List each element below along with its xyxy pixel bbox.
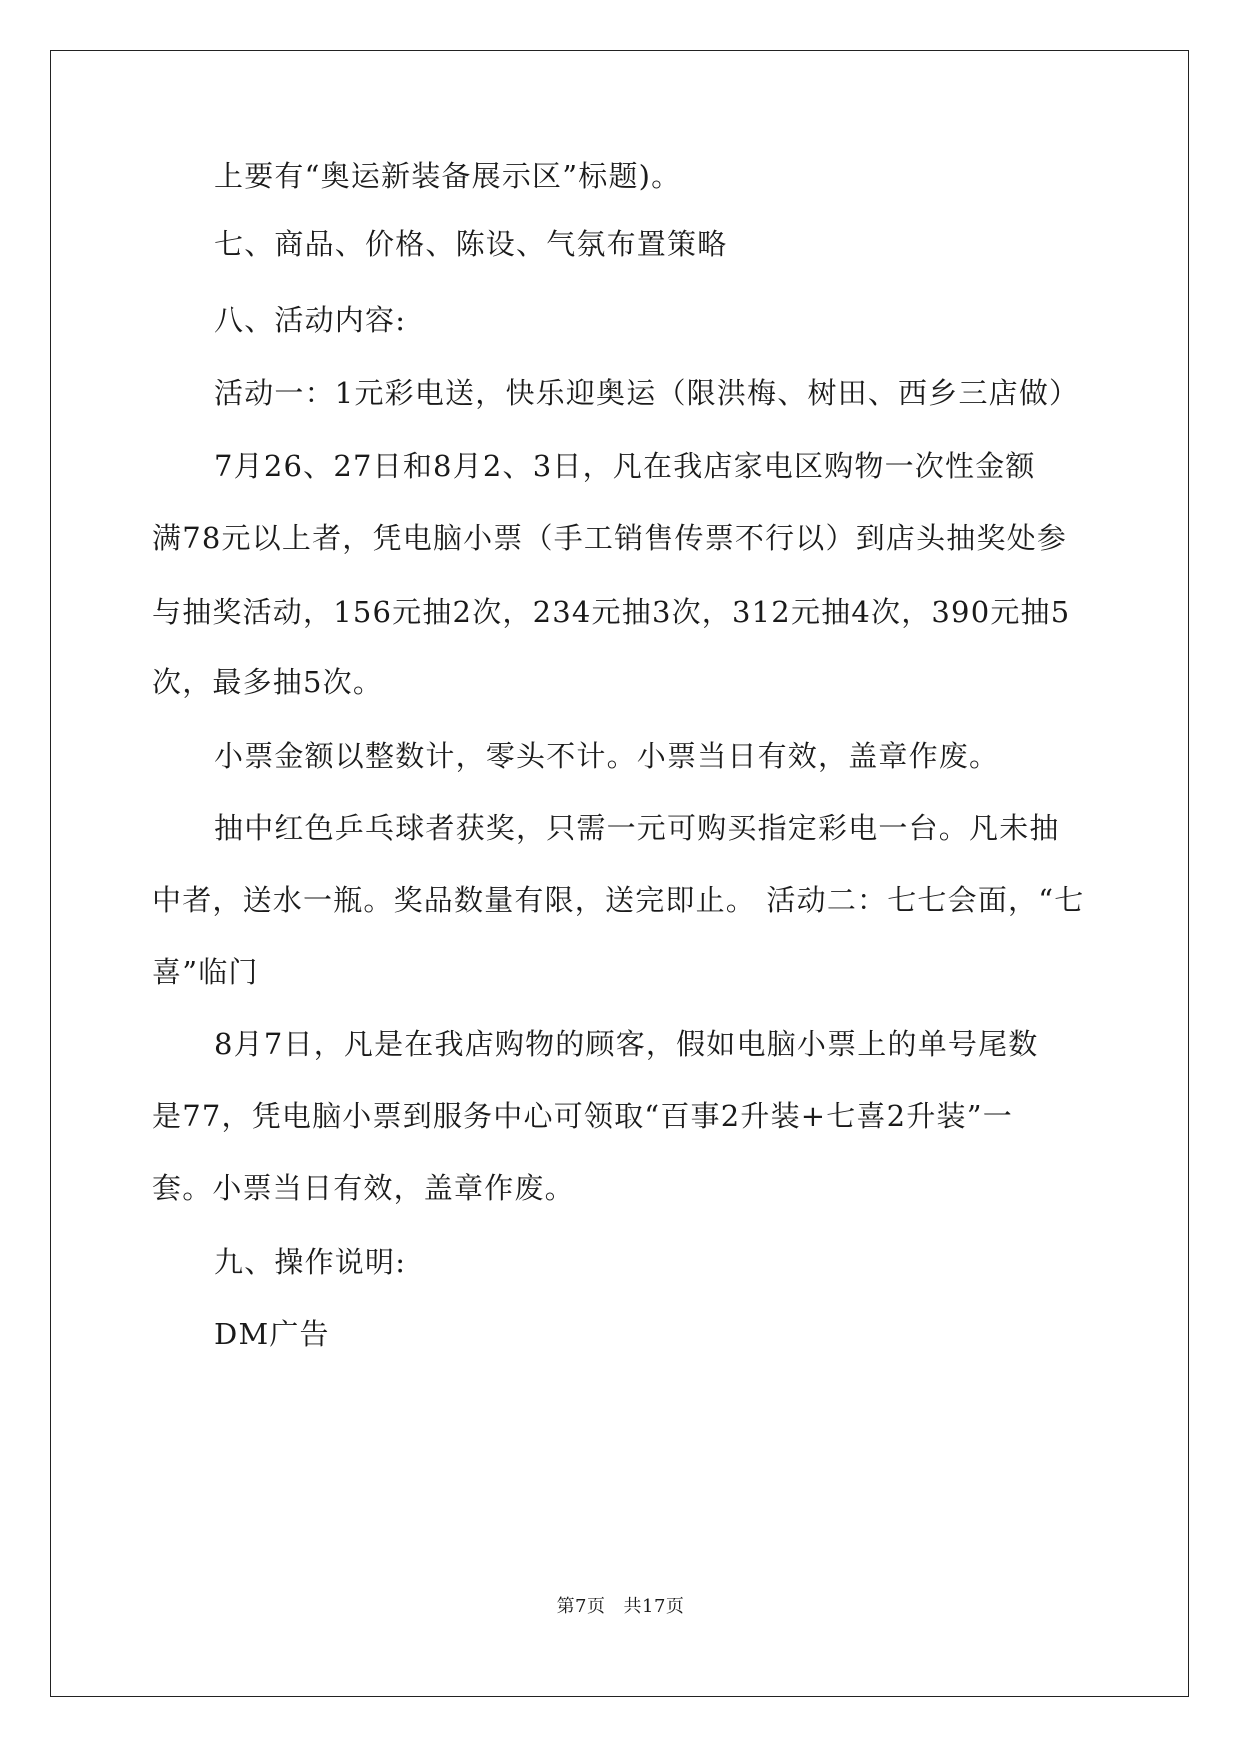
- paragraph-line: 小票金额以整数计，零头不计。小票当日有效，盖章作废。: [214, 739, 1000, 773]
- paragraph-line: 次，最多抽5次。: [152, 665, 384, 699]
- paragraph-line: 8月7日，凡是在我店购物的顾客，假如电脑小票上的单号尾数: [214, 1027, 1039, 1061]
- total-pages: 共17页: [623, 1596, 685, 1617]
- paragraph-line: 套。小票当日有效，盖章作废。: [152, 1171, 575, 1205]
- paragraph-line: 满78元以上者，凭电脑小票（手工销售传票不行以）到店头抽奖处参: [152, 521, 1068, 555]
- section-heading-eight: 八、活动内容:: [214, 303, 407, 337]
- page-frame: [50, 50, 1189, 1697]
- current-page-number: 第7页: [556, 1596, 606, 1617]
- paragraph-line: 是77，凭电脑小票到服务中心可领取“百事2升装+七喜2升装”一: [152, 1099, 1013, 1133]
- paragraph-line: 与抽奖活动，156元抽2次，234元抽3次，312元抽4次，390元抽5: [152, 595, 1071, 629]
- paragraph-line: 中者，送水一瓶。奖品数量有限，送完即止。 活动二：七七会面，“七: [152, 883, 1085, 917]
- section-heading-nine: 九、操作说明:: [214, 1245, 407, 1279]
- activity-one-title: 活动一：1元彩电送，快乐迎奥运（限洪梅、树田、西乡三店做）: [214, 376, 1080, 410]
- paragraph-line: 抽中红色乒乓球者获奖，只需一元可购买指定彩电一台。凡未抽: [214, 811, 1060, 845]
- paragraph-line: 7月26、27日和8月2、3日，凡在我店家电区购物一次性金额: [214, 449, 1036, 483]
- page-footer: [0, 1592, 1241, 1618]
- section-heading-seven: 七、商品、价格、陈设、气氛布置策略: [214, 227, 728, 261]
- paragraph-line: 上要有“奥运新装备展示区”标题)。: [214, 159, 682, 193]
- paragraph-line: 喜”临门: [152, 955, 259, 989]
- paragraph-line: DM广告: [214, 1317, 330, 1351]
